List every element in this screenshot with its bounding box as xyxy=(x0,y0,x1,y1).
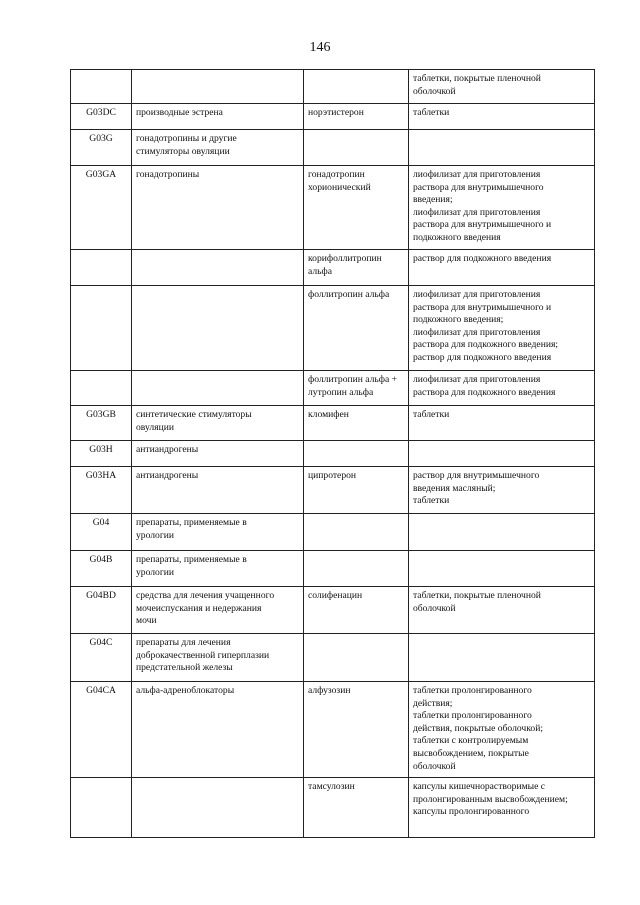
group-cell: препараты, применяемые в урологии xyxy=(132,551,304,587)
table-row xyxy=(71,104,595,130)
group-cell: препараты для лечения доброкачественной гиперплазии предстательной железы xyxy=(132,634,304,682)
atc-code-cell: G03GB xyxy=(71,406,132,441)
atc-code-cell: G04 xyxy=(71,514,132,551)
atc-code-cell xyxy=(71,778,132,838)
atc-code-cell: G03HA xyxy=(71,467,132,514)
atc-code-cell xyxy=(71,70,132,104)
substance-cell: тамсулозин xyxy=(304,778,409,838)
substance-cell xyxy=(304,634,409,682)
table-row xyxy=(71,634,595,682)
form-cell xyxy=(409,551,595,587)
group-cell: производные эстрена xyxy=(132,104,304,130)
group-cell: синтетические стимуляторы овуляции xyxy=(132,406,304,441)
form-cell xyxy=(409,130,595,166)
substance-cell: алфузозин xyxy=(304,682,409,778)
group-cell: препараты, применяемые в урологии xyxy=(132,514,304,551)
group-cell: гонадотропины xyxy=(132,166,304,250)
group-cell xyxy=(132,286,304,371)
substance-cell: гонадотропин хорионический xyxy=(304,166,409,250)
atc-code-cell: G03GA xyxy=(71,166,132,250)
substance-cell xyxy=(304,70,409,104)
table-row xyxy=(71,70,595,104)
table-row xyxy=(71,250,595,286)
substance-cell: корифоллитропин альфа xyxy=(304,250,409,286)
group-cell: средства для лечения учащенного мочеиспускания и недержания мочи xyxy=(132,587,304,634)
form-cell xyxy=(409,441,595,467)
substance-cell xyxy=(304,441,409,467)
table-row xyxy=(71,286,595,371)
group-cell xyxy=(132,778,304,838)
form-cell: таблетки, покрытые пленочной оболочкой xyxy=(409,587,595,634)
table-row xyxy=(71,551,595,587)
group-cell: гонадотропины и другие стимуляторы овуляции xyxy=(132,130,304,166)
table-row xyxy=(71,441,595,467)
group-cell: альфа-адреноблокаторы xyxy=(132,682,304,778)
form-cell xyxy=(409,634,595,682)
form-cell: раствор для внутримышечного введения масляный; таблетки xyxy=(409,467,595,514)
form-cell xyxy=(409,514,595,551)
substance-cell: фоллитропин альфа xyxy=(304,286,409,371)
atc-code-cell: G04B xyxy=(71,551,132,587)
substance-cell xyxy=(304,514,409,551)
group-cell: антиандрогены xyxy=(132,467,304,514)
group-cell xyxy=(132,250,304,286)
table-row xyxy=(71,130,595,166)
form-cell: таблетки xyxy=(409,406,595,441)
atc-code-cell: G04C xyxy=(71,634,132,682)
atc-code-cell: G03H xyxy=(71,441,132,467)
group-cell xyxy=(132,70,304,104)
substance-cell: норэтистерон xyxy=(304,104,409,130)
table-row xyxy=(71,371,595,406)
substance-cell xyxy=(304,551,409,587)
table-row xyxy=(71,587,595,634)
atc-code-cell: G03DC xyxy=(71,104,132,130)
form-cell: лиофилизат для приготовления раствора для внутримышечного введения; лиофилизат для приготовления раствора для внутримышечного и подкожного введения xyxy=(409,166,595,250)
group-cell xyxy=(132,371,304,406)
atc-code-cell: G04CA xyxy=(71,682,132,778)
atc-code-cell xyxy=(71,286,132,371)
page-number: 146 xyxy=(309,40,331,55)
atc-code-cell xyxy=(71,250,132,286)
atc-code-cell xyxy=(71,371,132,406)
form-cell: лиофилизат для приготовления раствора для подкожного введения xyxy=(409,371,595,406)
table-row xyxy=(71,166,595,250)
substance-cell: фоллитропин альфа + лутропин альфа xyxy=(304,371,409,406)
substance-cell xyxy=(304,130,409,166)
substance-cell: ципротерон xyxy=(304,467,409,514)
drug-table xyxy=(70,69,595,838)
form-cell: таблетки пролонгированного действия; таблетки пролонгированного действия, покрытые оболочкой; таблетки с контролируемым высвобождением, покрытые оболочкой xyxy=(409,682,595,778)
form-cell: таблетки xyxy=(409,104,595,130)
form-cell: капсулы кишечнорастворимые с пролонгированным высвобождением; капсулы пролонгированного xyxy=(409,778,595,838)
substance-cell: солифенацин xyxy=(304,587,409,634)
form-cell: раствор для подкожного введения xyxy=(409,250,595,286)
group-cell: антиандрогены xyxy=(132,441,304,467)
substance-cell: кломифен xyxy=(304,406,409,441)
atc-code-cell: G03G xyxy=(71,130,132,166)
atc-code-cell: G04BD xyxy=(71,587,132,634)
table-row xyxy=(71,514,595,551)
form-cell: лиофилизат для приготовления раствора для внутримышечного и подкожного введения; лиофилизат для приготовления раствора для подкожного введения; раствор для подкожного введения xyxy=(409,286,595,371)
table-row xyxy=(71,467,595,514)
table-row xyxy=(71,406,595,441)
table-row xyxy=(71,682,595,778)
form-cell: таблетки, покрытые пленочной оболочкой xyxy=(409,70,595,104)
table-row xyxy=(71,778,595,838)
